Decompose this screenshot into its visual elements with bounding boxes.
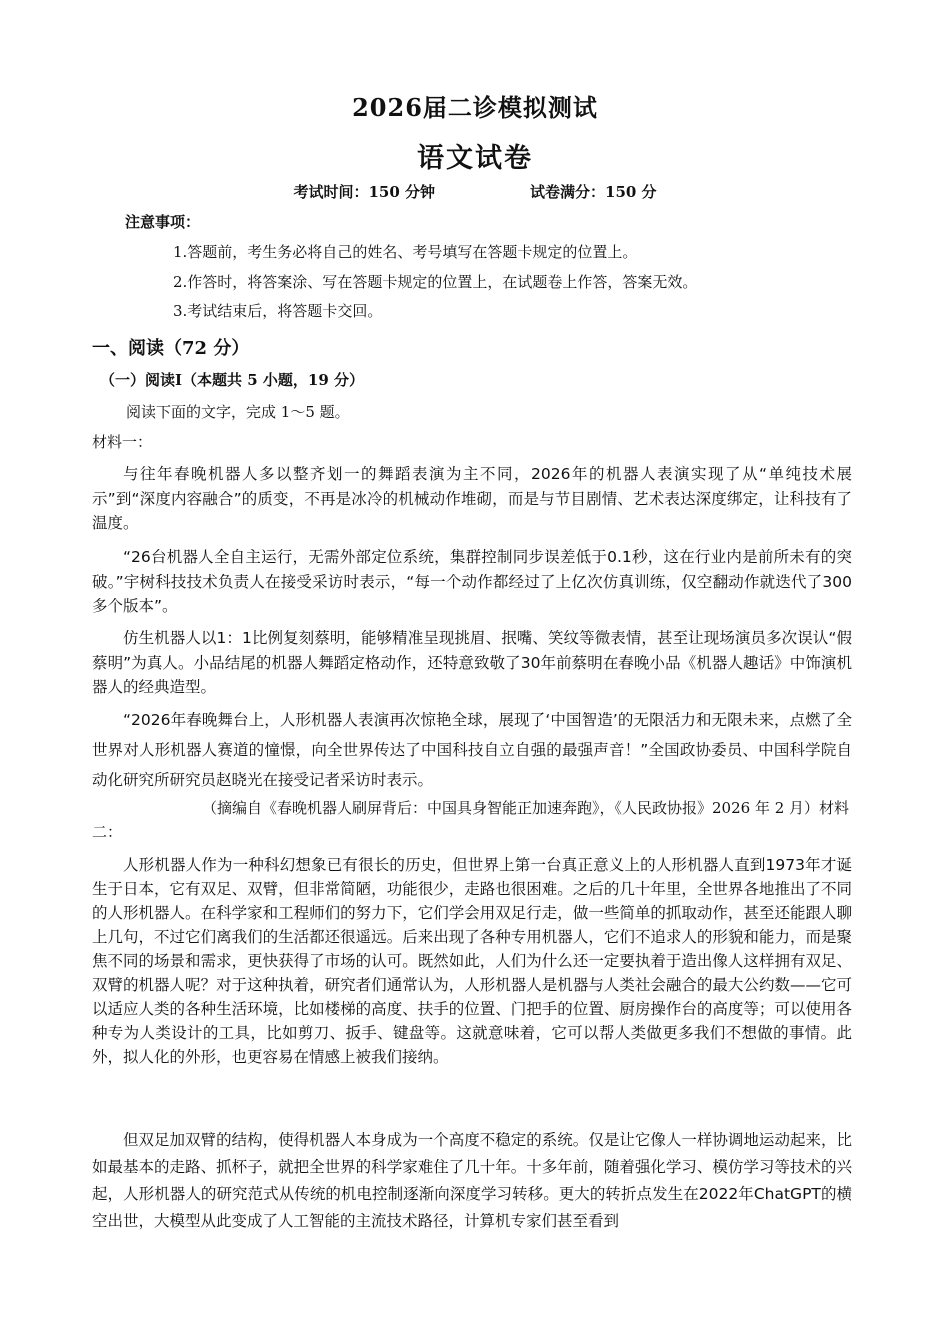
- reading-instruction: 阅读下面的文字，完成 1～5 题。: [126, 403, 350, 421]
- material2-paragraph-1: [92, 853, 852, 1069]
- paragraph-text: “2026年春晚舞台上，人形机器人表演再次惊艳全球，展现了‘中国智造’的无限活力和无限未来，点燃了全世界对人形机器人赛道的憧憬，向全世界传达了中国科技自立自强的最强声音！”全国政协委员、中国科学院自动化研究所研究员赵晓光在接受记者采访时表示。: [92, 711, 852, 789]
- material1-paragraph-1: [92, 462, 852, 536]
- section-heading: 一、阅读（72 分）: [92, 338, 250, 359]
- subsection-heading: （一）阅读Ⅰ（本题共 5 小题，19 分）: [100, 371, 364, 389]
- material1-source: （摘编自《春晚机器人刷屏背后：中国具身智能正加速奔跑》，《人民政协报》2026 年 2 月）材料二：: [92, 799, 850, 841]
- notice-item: 1.答题前，考生务必将自己的姓名、考号填写在答题卡规定的位置上。: [173, 243, 638, 261]
- exam-meta: [0, 181, 950, 202]
- material1-paragraph-4: [92, 705, 852, 795]
- exam-title: 2026届二诊模拟测试: [352, 93, 598, 122]
- paragraph-text: 仿生机器人以1：1比例复刻蔡明，能够精准呈现挑眉、抿嘴、笑纹等微表情，甚至让现场演员多次误认“假蔡明”为真人。小品结尾的机器人舞蹈定格动作，还特意致敬了30年前蔡明在春晚小品《机器人趣话》中饰演机器人的经典造型。: [92, 629, 852, 696]
- notice-item: 3.考试结束后，将答题卡交回。: [173, 302, 383, 320]
- material1-paragraph-3: [92, 626, 852, 700]
- material1-label: 材料一：: [92, 433, 153, 451]
- notice-heading: 注意事项：: [125, 213, 201, 231]
- paragraph-text: “26台机器人全自主运行，无需外部定位系统，集群控制同步误差低于0.1秒，这在行业内是前所未有的突破。”宇树科技技术负责人在接受采访时表示，“每一个动作都经过了上亿次仿真训练，仅空翻动作就迭代了300多个版本”。: [92, 548, 852, 615]
- exam-subtitle: 语文试卷: [417, 143, 533, 174]
- full-score: 试卷满分：150 分: [530, 183, 657, 201]
- paragraph-text: 但双足加双臂的结构，使得机器人本身成为一个高度不稳定的系统。仅是让它像人一样协调地运动起来，比如最基本的走路、抓杯子，就把全世界的科学家难住了几十年。十多年前，随着强化学习、模仿学习等技术的兴起，人形机器人的研究范式从传统的机电控制逐渐向深度学习转移。更大的转折点发生在2022年ChatGPT的横空出世，大模型从此变成了人工智能的主流技术路径，计算机专家们甚至看到: [92, 1131, 852, 1230]
- paragraph-text: 人形机器人作为一种科幻想象已有很长的历史，但世界上第一台真正意义上的人形机器人直到1973年才诞生于日本，它有双足、双臂，但非常简陋，功能很少，走路也很困难。之后的几十年里，全世界各地推出了不同的人形机器人。在科学家和工程师们的努力下，它们学会用双足行走，做一些简单的抓取动作，甚至还能跟人聊上几句，不过它们离我们的生活都还很遥远。后来出现了各种专用机器人，它们不追求人的形貌和能力，而是聚焦不同的场景和需求，更快获得了市场的认可。既然如此，人们为什么还一定要执着于造出像人这样拥有双足、双臂的机器人呢？对于这种执着，研究者们通常认为，人形机器人是机器与人类社会融合的最大公约数——它可以适应人类的各种生活环境，比如楼梯的高度、扶手的位置、门把手的位置、厨房操作台的高度等；可以使用各种专为人类设计的工具，比如剪刀、扳手、键盘等。这就意味着，它可以帮人类做更多我们不想做的事情。此外，拟人化的外形，也更容易在情感上被我们接纳。: [92, 856, 852, 1066]
- notice-item: 2.作答时，将答案涂、写在答题卡规定的位置上，在试题卷上作答，答案无效。: [173, 273, 698, 291]
- material2-paragraph-2: [92, 1127, 852, 1235]
- material1-paragraph-2: [92, 545, 852, 619]
- exam-time: 考试时间：150 分钟: [293, 183, 435, 201]
- paragraph-text: 与往年春晚机器人多以整齐划一的舞蹈表演为主不同，2026年的机器人表演实现了从“单纯技术展示”到“深度内容融合”的质变，不再是冰冷的机械动作堆砌，而是与节目剧情、艺术表达深度绑定，让科技有了温度。: [92, 465, 852, 532]
